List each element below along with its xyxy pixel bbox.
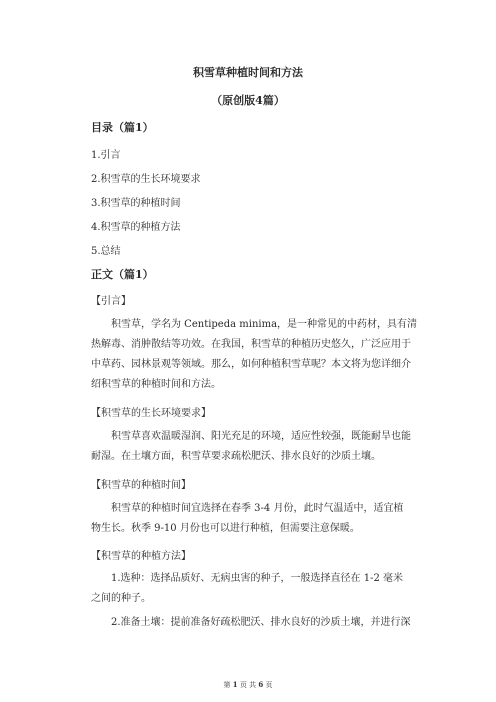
toc-item: 4.积雪草的种植方法: [91, 222, 181, 233]
section-heading: 【引言】: [91, 296, 131, 307]
paragraph-line: 中草药、园林景观等领域。那么，如何种植积雪草呢？本文将为您详细介: [91, 359, 411, 370]
toc-item: 1.引言: [91, 150, 121, 161]
section-paragraph: [91, 315, 418, 395]
footer-prefix: 第: [223, 681, 231, 689]
paragraph-line: 耐湿。在土壤方面，积雪草要求疏松肥沃、排水良好的沙质土壤。: [91, 451, 381, 462]
footer-middle: 页 共: [239, 681, 257, 689]
footer-page-number: 1: [232, 680, 238, 689]
section-paragraph: [91, 569, 413, 633]
paragraph-line: 物生长。秋季 9-10 月份也可以进行种植，但需要注意保暖。: [91, 523, 360, 534]
toc-item: 3.积雪草的种植时间: [91, 198, 181, 209]
paragraph-line: 积雪草的种植时间宜选择在春季 3-4 月份，此时气温适中，适宜植: [111, 503, 404, 514]
body-heading: 正文（篇1）: [91, 268, 154, 281]
paragraph-line: 之间的种子。: [91, 593, 151, 604]
toc-item: 5.总结: [91, 246, 121, 257]
document-title: 积雪草种植时间和方法: [193, 66, 303, 79]
toc-heading: 目录（篇1）: [91, 121, 154, 134]
page-footer: [0, 680, 496, 690]
paragraph-line: 1.选种：选择品质好、无病虫害的种子，一般选择直径在 1-2 毫米: [111, 573, 404, 584]
footer-total-pages: 6: [258, 680, 264, 689]
section-paragraph: [91, 427, 413, 467]
document-subtitle: （原创版4篇）: [211, 94, 285, 107]
paragraph-line: 绍积雪草的种植时间和方法。: [91, 379, 221, 390]
paragraph-line: 热解毒、消肿散结等功效。在我国，积雪草的种植历史悠久，广泛应用于: [91, 339, 411, 350]
paragraph-line: 2.准备土壤：提前准备好疏松肥沃、排水良好的沙质土壤，并进行深: [111, 617, 411, 628]
paragraph-line: 积雪草喜欢温暖湿润、阳光充足的环境，适应性较强，既能耐旱也能: [111, 431, 411, 442]
section-heading: 【积雪草的种植方法】: [91, 551, 191, 562]
section-heading: 【积雪草的生长环境要求】: [91, 408, 211, 419]
paragraph-line: 积雪草，学名为 Centipeda minima，是一种常见的中药材，具有清: [111, 319, 418, 330]
section-paragraph: [91, 499, 413, 539]
section-heading: 【积雪草的种植时间】: [91, 480, 191, 491]
toc-item: 2.积雪草的生长环境要求: [91, 174, 201, 185]
footer-suffix: 页: [265, 681, 273, 689]
